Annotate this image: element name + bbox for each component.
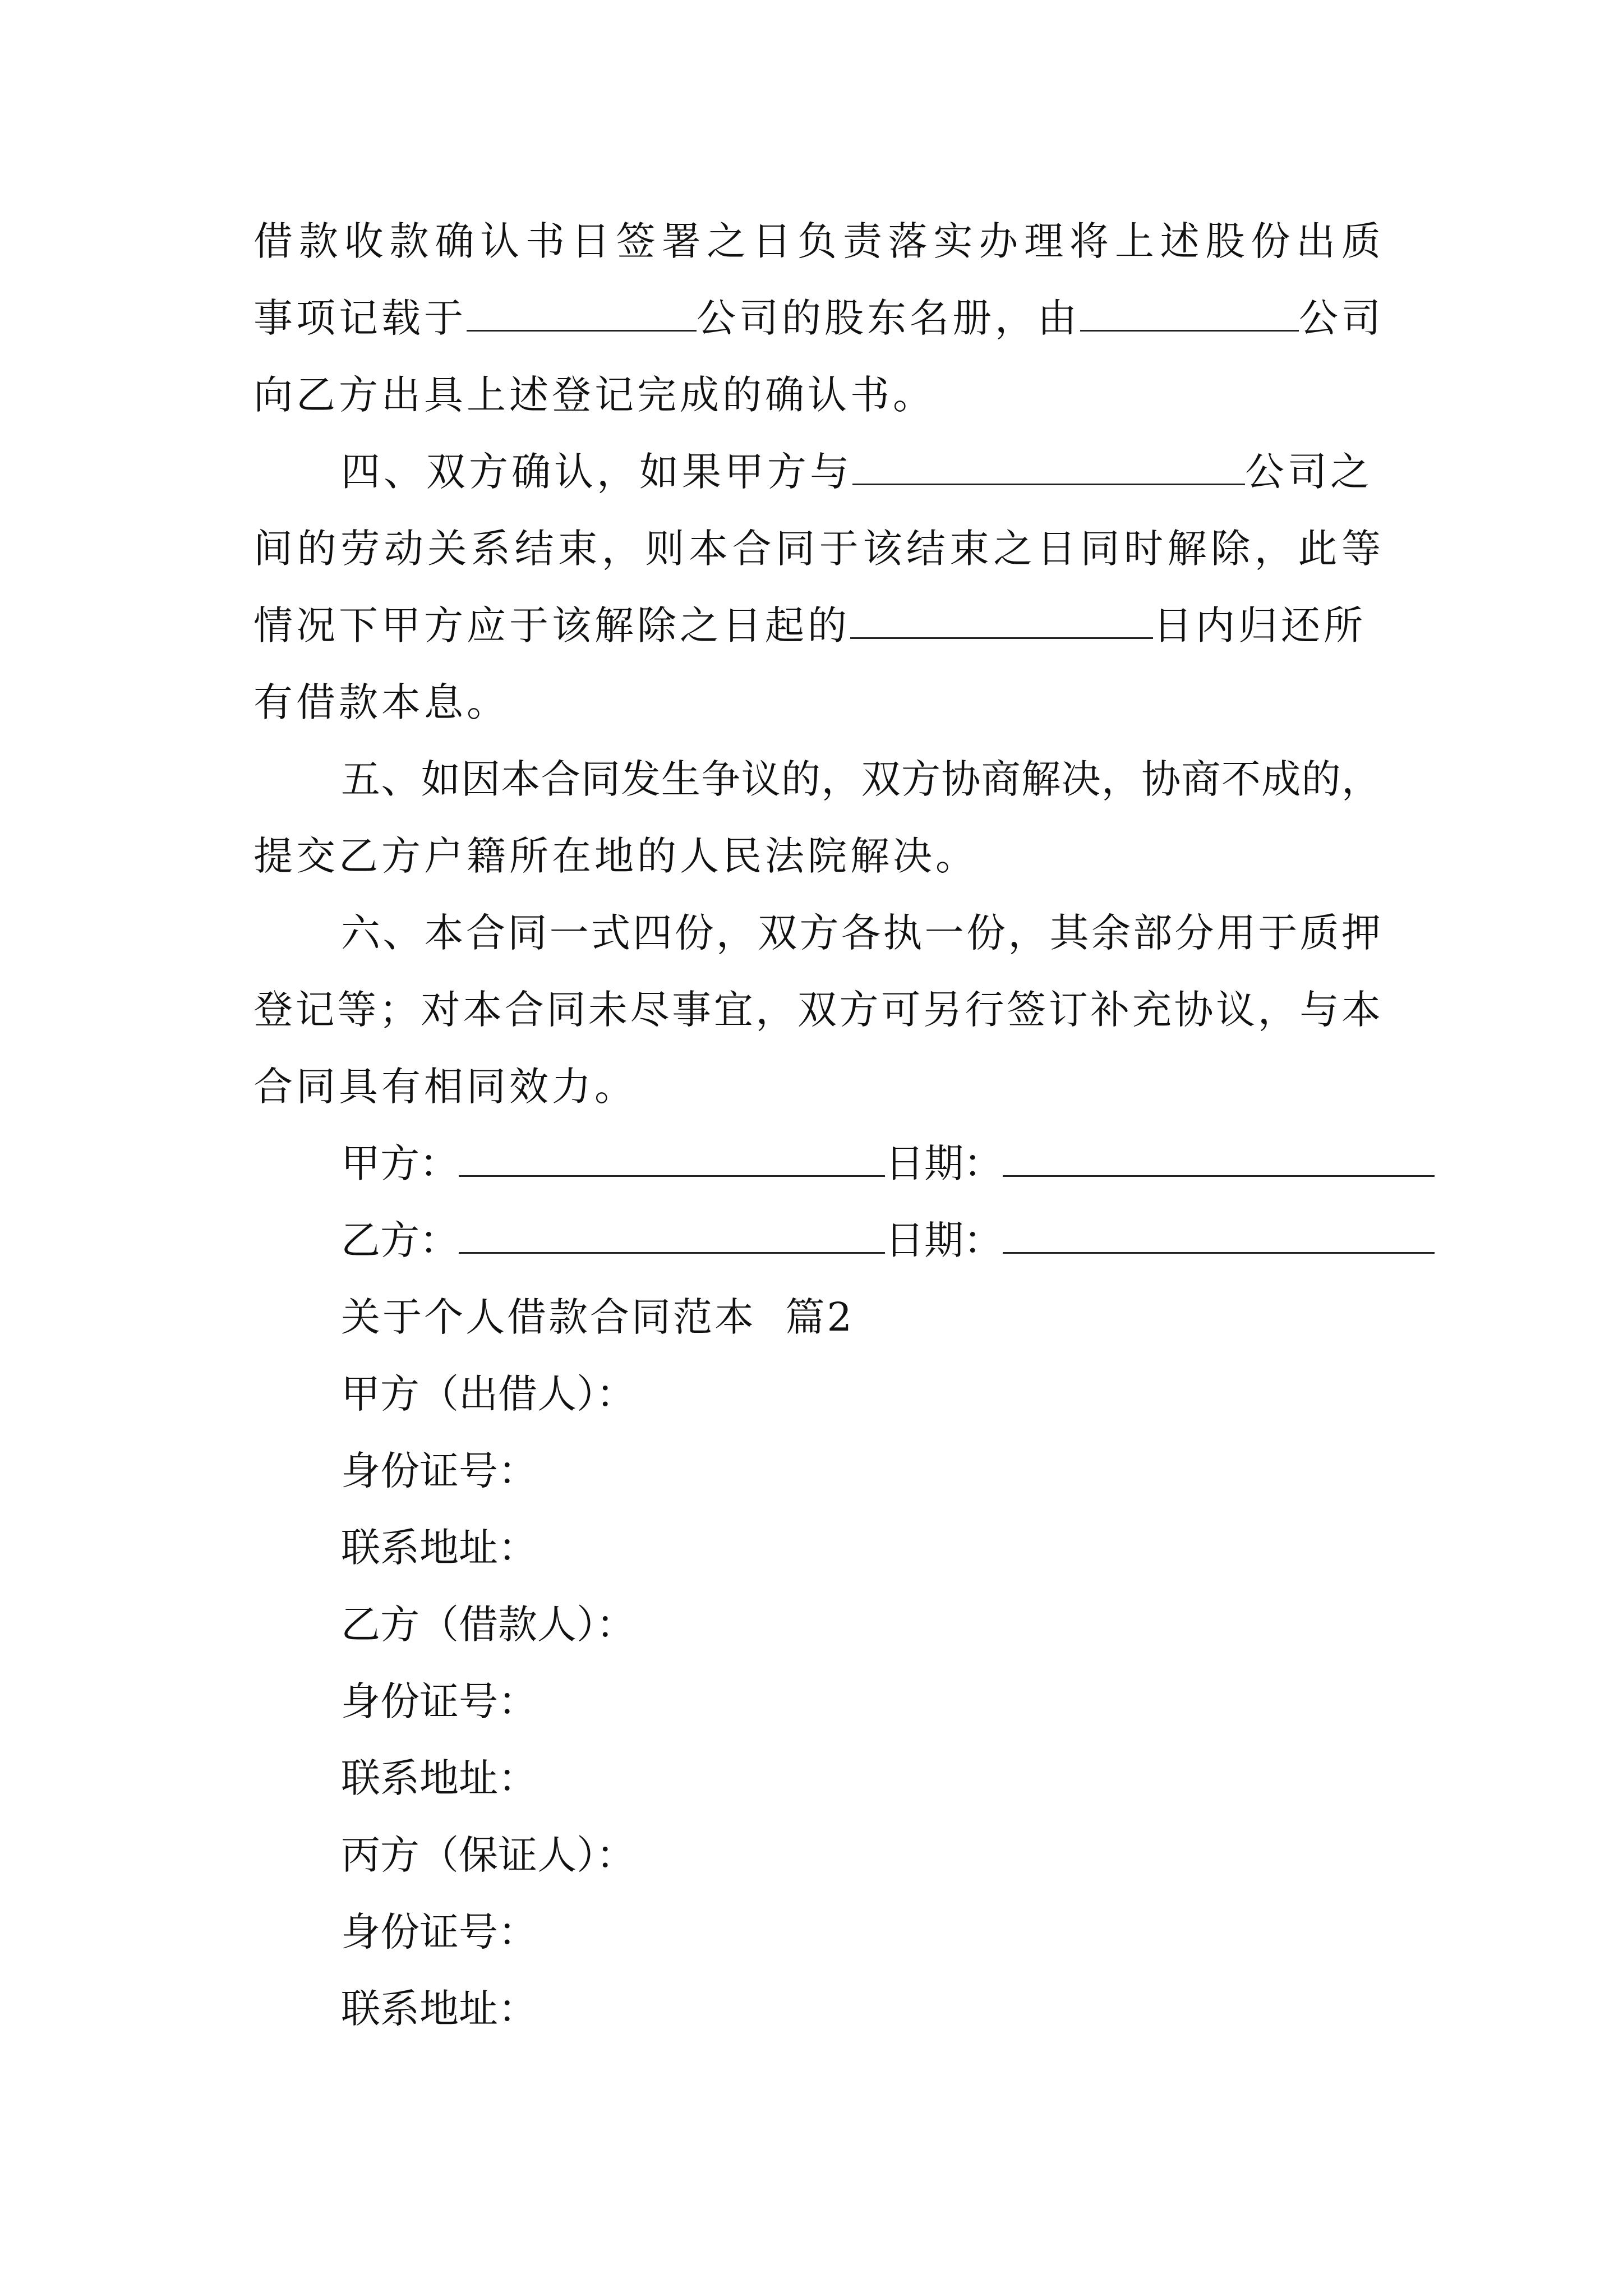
clause4-line2 xyxy=(253,521,1381,577)
clause4-line4 xyxy=(253,674,1381,730)
date-label: 日期： xyxy=(885,1217,1003,1263)
blank-company-2 xyxy=(1080,295,1299,332)
text: 借款收款确认书日签署之日负责落实办理将上述股份出质 xyxy=(253,218,1381,264)
lender-id-label: 身份证号： xyxy=(341,1448,537,1494)
clause6-line1 xyxy=(341,905,1381,961)
borrower-id-label: 身份证号： xyxy=(341,1678,537,1724)
clause5-line2 xyxy=(253,828,1381,884)
signature-party-a xyxy=(341,1135,1435,1191)
signature-party-b xyxy=(341,1212,1435,1268)
party-a-blank xyxy=(459,1140,885,1177)
text: 四、双方确认，如果甲方与 xyxy=(341,449,852,495)
text: 间的劳动关系结束，则本合同于该结束之日同时解除，此等 xyxy=(253,526,1381,572)
text: 公司 xyxy=(1299,295,1384,341)
text: 情况下甲方应于该解除之日起的 xyxy=(253,602,850,648)
text: 日内归还所 xyxy=(1153,602,1366,648)
text: 有借款本息。 xyxy=(253,679,509,725)
blank-company-3 xyxy=(852,448,1245,485)
clause6-line2 xyxy=(253,982,1381,1038)
clause4-line3 xyxy=(253,597,1381,654)
blank-days xyxy=(850,602,1153,639)
date-label: 日期： xyxy=(885,1140,1003,1186)
date-blank xyxy=(1003,1217,1435,1254)
clause5-line1 xyxy=(341,751,1381,807)
text: 登记等；对本合同未尽事宜，双方可另行签订补充协议，与本 xyxy=(253,987,1381,1033)
section2-heading: 关于个人借款合同范本 篇2 xyxy=(341,1294,855,1340)
date-blank xyxy=(1003,1140,1435,1177)
text: 提交乙方户籍所在地的人民法院解决。 xyxy=(253,833,978,879)
guarantor-address-label: 联系地址： xyxy=(341,1986,537,2032)
clause4-line1 xyxy=(341,444,1381,500)
lender-address-label: 联系地址： xyxy=(341,1525,537,1571)
text: 六、本合同一式四份，双方各执一份，其余部分用于质押 xyxy=(341,910,1381,956)
party-b-blank xyxy=(459,1217,885,1254)
text: 事项记载于 xyxy=(253,295,467,341)
text: 向乙方出具上述登记完成的确认书。 xyxy=(253,372,935,418)
text: 五、如因本合同发生争议的，双方协商解决，协商不成的， xyxy=(341,756,1381,802)
text: 公司之 xyxy=(1245,449,1373,495)
text: 公司的股东名册，由 xyxy=(697,295,1080,341)
clause3-line3 xyxy=(253,367,1381,423)
blank-company-1 xyxy=(467,295,697,332)
clause3-line2 xyxy=(253,290,1384,346)
guarantor-label: 丙方（保证人）： xyxy=(341,1832,635,1878)
borrower-label: 乙方（借款人）： xyxy=(341,1602,635,1648)
guarantor-id-label: 身份证号： xyxy=(341,1909,537,1955)
party-a-label: 甲方： xyxy=(341,1140,459,1186)
borrower-address-label: 联系地址： xyxy=(341,1755,537,1801)
party-b-label: 乙方： xyxy=(341,1217,459,1263)
text: 合同具有相同效力。 xyxy=(253,1064,637,1110)
clause3-line1 xyxy=(253,213,1381,269)
lender-label: 甲方（出借人）： xyxy=(341,1371,635,1417)
clause6-line3 xyxy=(253,1059,1381,1115)
